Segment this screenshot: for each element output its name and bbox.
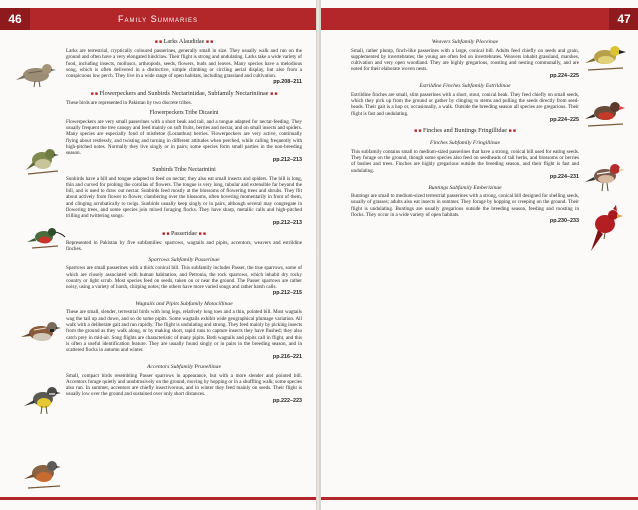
section-title: Sunbirds Tribe Nectariniini — [152, 167, 216, 174]
section-text: Estrildine finches are small, slim passerines with a short, stout, conical beak. They feed chiefly on small seeds, which they pick up from the ground or gather by clinging to stems and pulling the seeds directly from seed-heads. Their gait is a hop or, occasionally, a walk. Outside the breeding season all species are gregarious. Their flight is fast and undulating. — [351, 91, 579, 117]
section-title: Flowerpeckers Tribe Dicaeini — [149, 110, 219, 117]
section-title: Passeridae — [170, 230, 198, 238]
section-sunbirds — [66, 167, 302, 226]
section-bullets: ■ ■ — [198, 232, 206, 238]
section-text: Larks are terrestrial, cryptically coloured passerines, generally small in size. They usually walk and run on the ground and often have a very elongated hindclaw. Their flight is strong and undulating. Larks take a wide variety of food, including insects, molluscs, arthropods, seeds, flowers, buds and leaves. Many species have a melodious song, which is often delivered in a distinctive, simple climbing or circling aerial display, but also from a conspicuous low perch. They live in a wide range of open habitats, including grassland and cultivation. — [66, 48, 302, 80]
page-reference: pp.224–231 — [549, 174, 579, 181]
section-title: Larks Alaudidae — [163, 38, 205, 45]
section-finches — [351, 140, 579, 180]
section-bullets: ■ ■ — [205, 40, 214, 45]
page-reference: pp.212–213 — [272, 219, 302, 226]
section-title: Wagtails and Pipits Subfamily Motacillinae — [135, 300, 233, 307]
section-estrildine-finches — [351, 83, 579, 123]
section-finches-buntings — [351, 127, 579, 136]
section-title: Weavers Subfamily Ploceinae — [431, 39, 499, 45]
section-sparrows — [66, 257, 302, 297]
weaver-illustration — [583, 40, 629, 74]
section-text: These birds are represented in Pakistan by two discrete tribes. — [66, 99, 192, 106]
section-title: Sparrows Subfamily Passerinae — [148, 256, 220, 263]
section-buntings — [351, 185, 579, 225]
header-band — [321, 8, 638, 30]
section-bullets: ■ ■ — [508, 129, 516, 135]
section-title: Estrildine Finches Subfamily Estrildinae — [419, 83, 511, 90]
page-reference: pp.230–233 — [549, 218, 579, 225]
section-text: Sparrows are small passerines with a thick conical bill. This subfamily includes Passer, the true sparrows, some of which are closely associated with human habitation, and Petronia, the rock sparrows, which inhabit dry rocky country or light scrub. Most species feed on seeds, taken on or near the ground. The Passer sparrows are rather noisy, using a variety of harsh, chirping notes; the others have more varied songs and rather harsh calls. — [66, 265, 302, 291]
section-text: Buntings are small to medium-sized terrestrial passerines with a strong, conical bill designed for shelling seeds, usually of grasses; adults also eat insects in summer. They forage by hopping or creeping on the ground. Their flight is undulating. Buntings are usually gregarious outside the breeding season, feeding and roosting in flocks. They occur in a wide variety of open habitats. — [351, 193, 579, 218]
page-reference: pp.224–225 — [549, 116, 579, 123]
flowerpecker-illustration — [22, 144, 62, 180]
page-reference: pp.212–213 — [272, 156, 302, 163]
section-text: These are small, slender, terrestrial birds with long legs, relatively long toes and a thin, pointed bill. Most wagtails wag the tail up and down, and so do some pipits. Some wagtails exhibit wide geographical plumage variation. All walk with a deliberate gait and run rapidly. The flight is undulating and strong. They feed mainly by picking insects from the ground as they walk along, or by making short, rapid runs to capture insects they have flushed; they also catch prey in mid-air. Song flights are characteristic of many pipits. Both wagtails and pipits call in flight, and this is often a useful identification feature. They are usually found singly or in pairs in the breeding season, and in scattered flocks in autumn and winter. — [66, 309, 302, 354]
sparrow-illustration — [20, 316, 64, 348]
page-reference: pp.208–211 — [273, 79, 302, 86]
section-bullets: ■ ■ — [270, 91, 278, 97]
section-passeridae — [66, 230, 302, 253]
section-larks — [66, 38, 302, 86]
section-title: Finches and Buntings Fringillidae — [422, 127, 508, 135]
section-accentors — [66, 364, 302, 404]
section-bullets: ■ ■ — [90, 91, 98, 97]
section-text: Represented in Pakistan by five subfamilies: sparrows, wagtails and pipits, accentors, weavers and estrildine finches. — [66, 240, 302, 253]
accentor-illustration — [22, 456, 66, 492]
right-text-column — [351, 36, 579, 229]
page-reference: pp.222–223 — [272, 397, 302, 404]
section-text: This subfamily contains small to medium-sized passerines that have a strong, conical bill used for eating seeds. They forage on the ground, though some species also feed on seedheads of tall herbs, and blossoms or berries of bushes and trees. Finches are highly gregarious outside the breeding season, and their flight is fast and undulating. — [351, 148, 579, 174]
left-text-column — [66, 38, 302, 408]
section-title: Finches Subfamily Fringillinae — [430, 140, 500, 147]
section-bullets: ■ ■ — [154, 40, 163, 45]
section-title: Buntings Subfamily Emberizinae — [428, 184, 502, 191]
section-flowerpeckers — [66, 110, 302, 163]
section-bullets: ■ ■ — [162, 232, 170, 238]
header-band — [0, 8, 316, 30]
left-page — [0, 0, 317, 510]
section-text: Flowerpeckers are very small passerines with a short beak and tail, and a tongue adapted for nectar-feeding. They usually frequent the tree canopy and feed mainly on soft fruits, berries and nectar, and on small insects and spiders. Many species are especially fond of mistletoe (Loranthus) berries. Flowerpeckers are very active, continually flying about restlessly, and twisting and turning in different attitudes when perched, while calling frequently with high-pitched notes. Normally they live singly or in pairs; some species form small parties in the non-breeding season. — [66, 118, 302, 157]
estrildine-finch-illustration — [583, 96, 629, 130]
section-text: Small, rather plump, finch-like passerines with a large, conical bill. Adults feed chiefly on seeds and grain, supplemented by invertebrates; the young are often fed on invertebrates. Weavers inhabit grassland, marshes, cultivation and very open woodland. They are highly gregarious, roosting and nesting communally, and are noted for their elaborate woven nests. — [351, 47, 579, 73]
section-bullets: ■ ■ — [414, 129, 422, 135]
page-number: 46 — [0, 8, 30, 30]
section-title: Accentors Subfamily Prunellinae — [147, 364, 221, 370]
section-weavers — [351, 39, 579, 79]
sunbird-illustration — [24, 222, 66, 252]
section-text: Sunbirds have a bill and tongue adapted to feed on nectar; they also eat small insects and spiders. The bill is long, thin and curved for probing the corollas of flowers. The tongue is very long, tubular and extensible far beyond the bill, and is used to draw out nectar. Sunbirds feed mostly at the blossoms of flowering trees and shrubs. They flit about actively from flower to flower, clambering over the blossoms, often hovering momentarily in front of them, and clinging acrobatically to twigs. Sunbirds usually keep singly or in pairs, although several may congregate in flowering trees, and some species join mixed foraging flocks. They have sharp, metallic calls and high-pitched trilling and twittering songs. — [66, 175, 302, 220]
page-reference: pp.212–215 — [272, 290, 302, 297]
bottom-band — [321, 497, 638, 500]
bottom-band — [0, 497, 316, 500]
section-text: Small, compact birds resembling Passer sparrows in appearance, but with a more slender and pointed bill. Accentors forage quietly and unobtrusively on the ground, moving by hopping or in a shuffling walk; some species also run. In summer, accentors are chiefly insectivorous, and in winter they feed mainly on seeds. Their flight is usually low over the ground and sustained over only short distances. — [66, 372, 302, 398]
section-flowerpeckers-sunbirds — [66, 90, 302, 106]
page-reference: pp.224–225 — [549, 72, 579, 79]
bunting-illustration — [583, 204, 631, 254]
wagtail-illustration — [22, 382, 64, 418]
finch-illustration — [583, 158, 629, 194]
right-page — [320, 0, 638, 510]
section-title: Flowerpeckers and Sunbirds Nectariniidae, Subfamily Nectariniinae — [99, 89, 269, 97]
section-wagtails-pipits — [66, 301, 302, 360]
page-number: 47 — [609, 8, 638, 30]
running-title: Family Summaries — [118, 14, 198, 24]
lark-illustration — [16, 58, 56, 88]
page-reference: pp.216–221 — [272, 353, 302, 360]
